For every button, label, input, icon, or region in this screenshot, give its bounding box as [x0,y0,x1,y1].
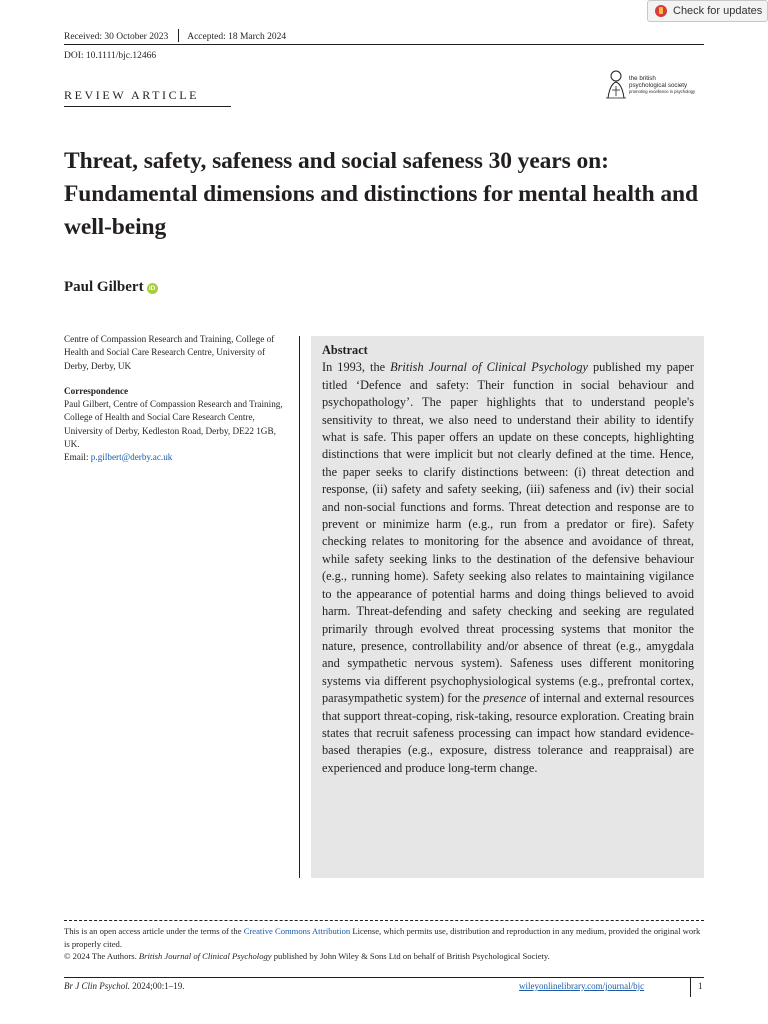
footer-rule [64,977,704,978]
check-for-updates-label: Check for updates [673,5,763,17]
bps-name-line1: the british [629,75,656,82]
received-date: Received: 30 October 2023 [64,32,169,42]
doi: DOI: 10.1111/bjc.12466 [64,51,157,61]
article-type-underline [64,106,231,107]
check-for-updates-button[interactable] [647,0,768,22]
copyright-text: © 2024 The Authors. British Journal of Clinical Psychology published by John Wiley & Sons Ltd on behalf of British Psychological Society. [64,951,550,961]
email-line [64,451,290,464]
date-separator [178,29,179,42]
bps-logo-icon [604,68,628,100]
license-text: This is an open access article under the terms of the Creative Commons Attribution License, which permits use, distribution and reproduction in any medium, provided the original work is properly cited. [64,926,701,949]
accepted-date: Accepted: 18 March 2024 [187,32,287,42]
author-name: Paul Gilbert [64,279,144,295]
license-rule [64,920,704,921]
journal-url-link[interactable]: wileyonlinelibrary.com/journal/bjc [519,981,645,991]
footer-citation: Br J Clin Psychol. 2024;00:1–19. [64,981,185,991]
page-number: 1 [698,981,703,991]
email-link[interactable]: p.gilbert@derby.ac.uk [90,452,173,463]
abstract-heading: Abstract [322,343,368,357]
crossmark-icon [655,5,667,17]
author-line [64,279,158,296]
correspondence-text: Paul Gilbert, Centre of Compassion Research and Training, College of Health and Social Care Research Centre, University of Derby, Kedleston Road, Derby, DE22 1GB, UK. [64,399,283,450]
orcid-icon[interactable]: iD [147,283,158,294]
footer-separator [690,978,691,997]
affiliation-address: Centre of Compassion Research and Training, College of Health and Social Care Research Centre, University of Derby, Derby, UK [64,334,275,371]
article-title: Threat, safety, safeness and social safeness 30 years on: Fundamental dimensions and distinctions for mental health and well-being [64,148,698,240]
bps-name-line2: psychological society [629,81,688,89]
dates-line [64,29,286,42]
correspondence-heading: Correspondence [64,385,129,396]
abstract-presence-emphasis: presence [483,691,527,706]
creative-commons-link[interactable]: Creative Commons Attribution [243,926,351,936]
abstract [322,342,694,777]
license-block [64,925,704,963]
abstract-journal-name: British Journal of Clinical Psychology [390,360,588,375]
abstract-body: In 1993, the British Journal of Clinical Psychology published my paper titled ‘Defence and safety: Their function in social behaviour and psychopathology’. The paper highlights that to understand people's sensitivity to threat, we also need to understand their ability to identify what is safe. This paper offers an update on these concepts, highlighting distinctions that were implicit but not clearly defined at the time. Hence, the paper seeks to clarify distinctions between: (i) threat detection and response, (ii) safety and safety seeking, (iii) safeness and (iv) their social and non-social functions and forms. Threat detection and response are to prevent or minimize harm (e.g., run from a predator or fire). Safety checking relates to monitoring for the absence and avoidance of threat, while safety seeking links to the destination of the defensive behaviour (e.g., running home). Safety seeking also relates to maintaining vigilance to the appearance of potential harms and doing things believed to avoid harm. Threat-defending and safety checking and seeking are regulated primarily through evolved threat processing systems that monitor the nature, presence, controllability and/or absence of threat (e.g., amygdala and sympathetic nervous system). Safeness uses different monitoring systems via different psychophysiological systems (e.g., prefrontal cortex, parasympathetic system) for the presence of internal and external resources that support threat-coping, risk-taking, resource exploration. Creating brain states that recruit safeness processing can impact how standard evidence-based therapies (e.g., exposure, distress tolerance and reappraisal) are experienced and produce long-term change. [322,360,694,775]
email-label: Email: [64,452,89,463]
bps-logo-text [629,76,695,95]
column-divider [299,336,300,878]
header-rule [64,44,704,45]
bps-tagline: promoting excellence in psychology [629,89,696,94]
article-type: REVIEW ARTICLE [64,88,200,102]
affiliation-block [64,333,290,465]
